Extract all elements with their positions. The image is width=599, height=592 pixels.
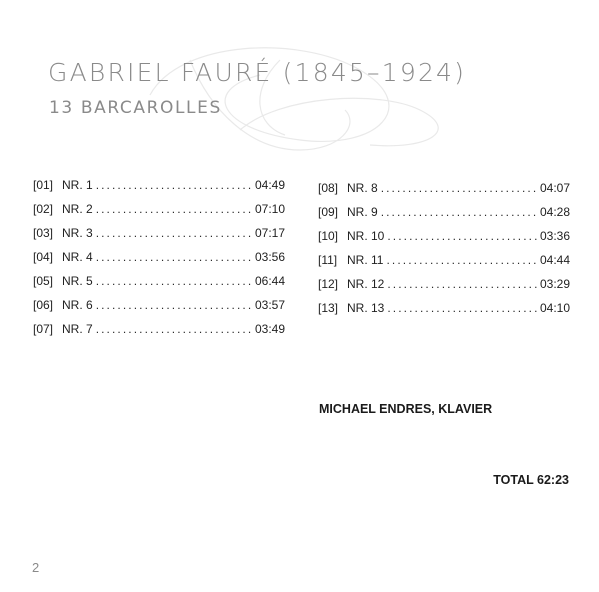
track-number: [11] [318, 253, 338, 267]
track-name: NR. 10 [347, 229, 385, 243]
track-row [318, 253, 570, 277]
track-name: NR. 13 [347, 301, 385, 315]
track-number: [13] [318, 301, 339, 315]
track-duration: 07:10 [254, 202, 285, 216]
track-duration: 04:10 [539, 301, 570, 315]
performer-credit: MICHAEL ENDRES, KLAVIER [319, 402, 493, 416]
leader-dots [381, 205, 537, 219]
track-number: [04] [33, 250, 54, 264]
leader-dots [387, 277, 537, 291]
leader-dots [386, 253, 537, 267]
track-number: [12] [318, 277, 339, 291]
track-duration: 06:44 [254, 274, 285, 288]
track-name: NR. 4 [62, 250, 93, 264]
page-number: 2 [32, 560, 40, 575]
track-duration: 03:36 [539, 229, 570, 243]
track-number: [08] [318, 181, 339, 195]
track-duration: 03:56 [254, 250, 285, 264]
leader-dots [387, 229, 537, 243]
track-row [33, 274, 285, 298]
track-name: NR. 2 [62, 202, 93, 216]
leader-dots [96, 250, 252, 264]
track-row [318, 277, 570, 301]
track-row [318, 205, 570, 229]
track-number: [02] [33, 202, 54, 216]
track-duration: 04:49 [254, 178, 285, 192]
track-duration: 03:29 [539, 277, 570, 291]
track-number: [03] [33, 226, 54, 240]
track-name: NR. 12 [347, 277, 385, 291]
track-duration: 03:57 [254, 298, 285, 312]
leader-dots [96, 322, 252, 336]
leader-dots [96, 178, 252, 192]
track-duration: 04:44 [539, 253, 570, 267]
leader-dots [381, 181, 537, 195]
track-number: [06] [33, 298, 54, 312]
track-row [33, 202, 285, 226]
track-duration: 04:07 [539, 181, 570, 195]
track-name: NR. 9 [347, 205, 378, 219]
track-row [33, 250, 285, 274]
track-number: [07] [33, 322, 54, 336]
track-row [33, 322, 285, 346]
track-number: [09] [318, 205, 339, 219]
track-number: [10] [318, 229, 339, 243]
track-row [33, 178, 285, 202]
track-duration: 04:28 [539, 205, 570, 219]
track-name: NR. 3 [62, 226, 93, 240]
track-number: [05] [33, 274, 54, 288]
leader-dots [96, 226, 252, 240]
track-number: [01] [33, 178, 54, 192]
track-row [33, 226, 285, 250]
track-row [318, 181, 570, 205]
leader-dots [96, 202, 252, 216]
track-name: NR. 11 [347, 253, 384, 267]
tracklist-left [33, 178, 285, 346]
leader-dots [96, 298, 252, 312]
track-row [318, 229, 570, 253]
leader-dots [96, 274, 252, 288]
page-title: GABRIEL FAURÉ (1845–1924) [48, 58, 467, 87]
track-duration: 07:17 [254, 226, 285, 240]
track-name: NR. 1 [62, 178, 93, 192]
track-name: NR. 7 [62, 322, 93, 336]
track-name: NR. 6 [62, 298, 93, 312]
tracklist-right [318, 181, 570, 325]
track-row [33, 298, 285, 322]
track-name: NR. 8 [347, 181, 378, 195]
track-name: NR. 5 [62, 274, 93, 288]
total-duration: TOTAL 62:23 [493, 473, 569, 487]
track-row [318, 301, 570, 325]
track-duration: 03:49 [254, 322, 285, 336]
page-subtitle: 13 BARCAROLLES [49, 98, 222, 118]
leader-dots [387, 301, 537, 315]
